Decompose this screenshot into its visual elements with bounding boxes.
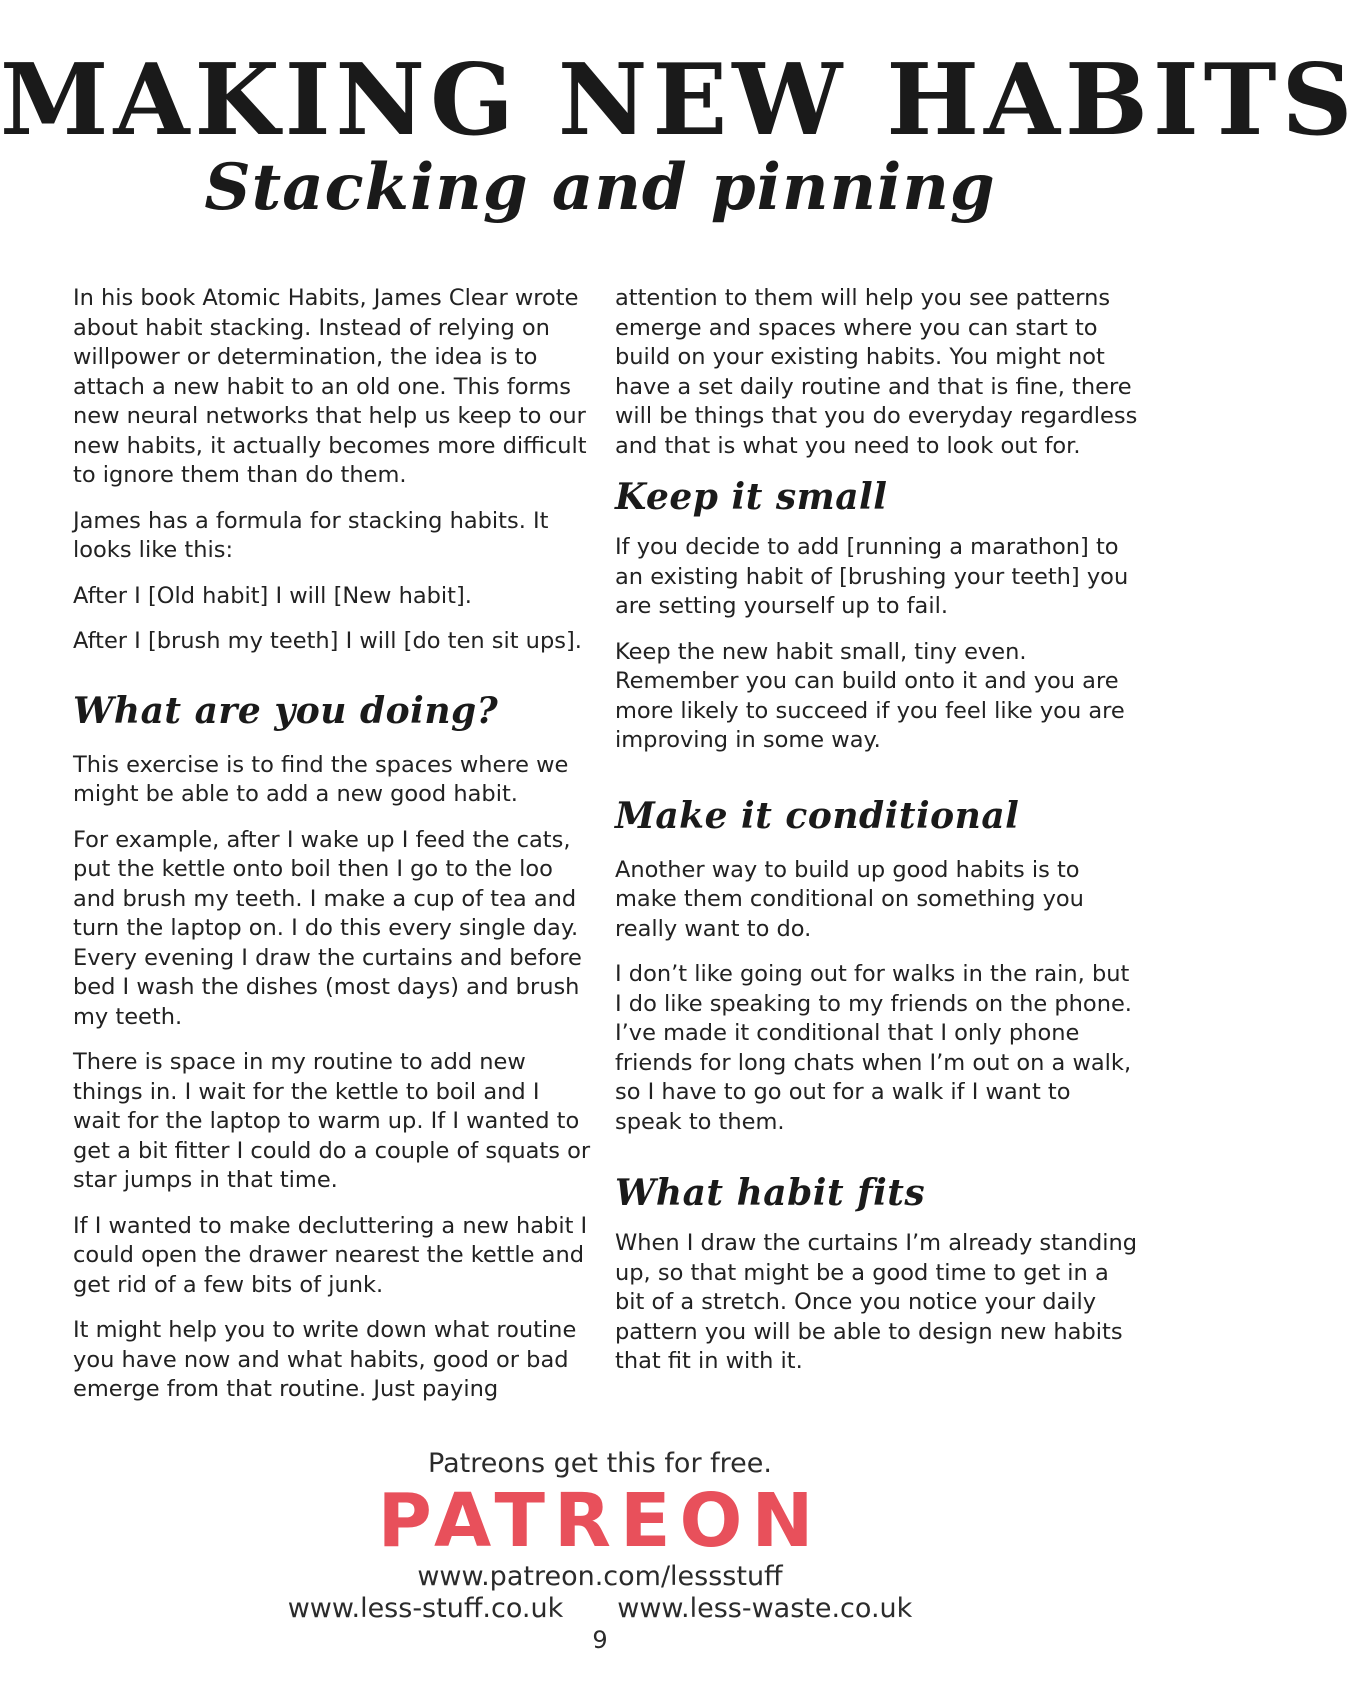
doing-paragraph-1: This exercise is to find the spaces where we might be able to add a new good habit.: [73, 751, 569, 807]
conditional-paragraph-2: I don’t like going out for walks in the rain, but I do like speaking to my friends on the phone. I’ve made it conditional that I only phone friends for long chats when I’m out on a walk, so I have to go out for a walk if I want to speak to them.: [615, 961, 1132, 1135]
page-number: 9: [592, 1626, 608, 1654]
continued-paragraph: attention to them will help you see patterns emerge and spaces where you can start to build on your existing habits. You might not have a set daily routine and that is fine, there will be things that you do everyday regardless and that is what you need to look out for.: [615, 285, 1138, 459]
heading-keep-it-small: Keep it small: [615, 476, 888, 518]
doing-paragraph-2: For example, after I wake up I feed the cats, put the kettle onto boil then I go to the loo and brush my teeth. I make a cup of tea and turn the laptop on. I do this every single day. Every evening I draw the curtains and before bed I wash the dishes (most days) and brush my teeth.: [73, 826, 582, 1030]
formula-example-line: After I [brush my teeth] I will [do ten sit ups].: [73, 628, 582, 654]
fits-paragraph: When I draw the curtains I’m already standing up, so that might be a good time to get in a bit of a stretch. Once you notice your daily pattern you will be able to design new habits that fit in with it.: [615, 1230, 1138, 1374]
patreon-note: Patreons get this for free.: [428, 1448, 772, 1479]
formula-intro-paragraph: James has a formula for stacking habits. It looks like this:: [73, 507, 549, 563]
formula-line: After I [Old habit] I will [New habit].: [73, 582, 472, 609]
less-waste-link[interactable]: www.less-waste.co.uk: [617, 1593, 913, 1624]
small-paragraph-1: If you decide to add [running a marathon] to an existing habit of [brushing your teeth] you are setting yourself up to fail.: [615, 534, 1129, 619]
page-title: MAKING NEW HABITS: [0, 43, 1357, 158]
page-subtitle: Stacking and pinning: [204, 150, 996, 225]
patreon-link[interactable]: www.patreon.com/lessstuff: [417, 1561, 783, 1592]
small-paragraph-2: Keep the new habit small, tiny even. Remember you can build onto it and you are more likely to succeed if you feel like you are improving in some way.: [615, 638, 1125, 753]
right-column: [615, 284, 1140, 1393]
heading-make-it-conditional: Make it conditional: [615, 794, 1020, 837]
less-stuff-link[interactable]: www.less-stuff.co.uk: [287, 1593, 564, 1624]
doing-paragraph-4: If I wanted to make decluttering a new habit I could open the drawer nearest the kettle and get rid of a few bits of junk.: [73, 1212, 588, 1298]
doing-paragraph-5: It might help you to write down what routine you have now and what habits, good or bad emerge from that routine. Just paying: [73, 1317, 577, 1402]
heading-what-are-you-doing: What are you doing?: [73, 689, 499, 732]
patreon-logo: PATREON: [377, 1478, 823, 1564]
doing-paragraph-3: There is space in my routine to add new things in. I wait for the kettle to boil and I wait for the laptop to warm up. If I wanted to get a bit fitter I could do a couple of squats or star jumps in that time.: [73, 1049, 591, 1193]
website-links: [0, 1593, 1200, 1624]
conditional-paragraph-1: Another way to build up good habits is to make them conditional on something you really want to do.: [615, 856, 1084, 942]
heading-what-habit-fits: What habit fits: [615, 1172, 926, 1214]
left-column: [73, 284, 593, 1421]
intro-paragraph: In his book Atomic Habits, James Clear wrote about habit stacking. Instead of relying on willpower or determination, the idea is to attach a new habit to an old one. This forms new neural networks that help us keep to our new habits, it actually becomes more difficult to ignore them than do them.: [73, 285, 587, 488]
